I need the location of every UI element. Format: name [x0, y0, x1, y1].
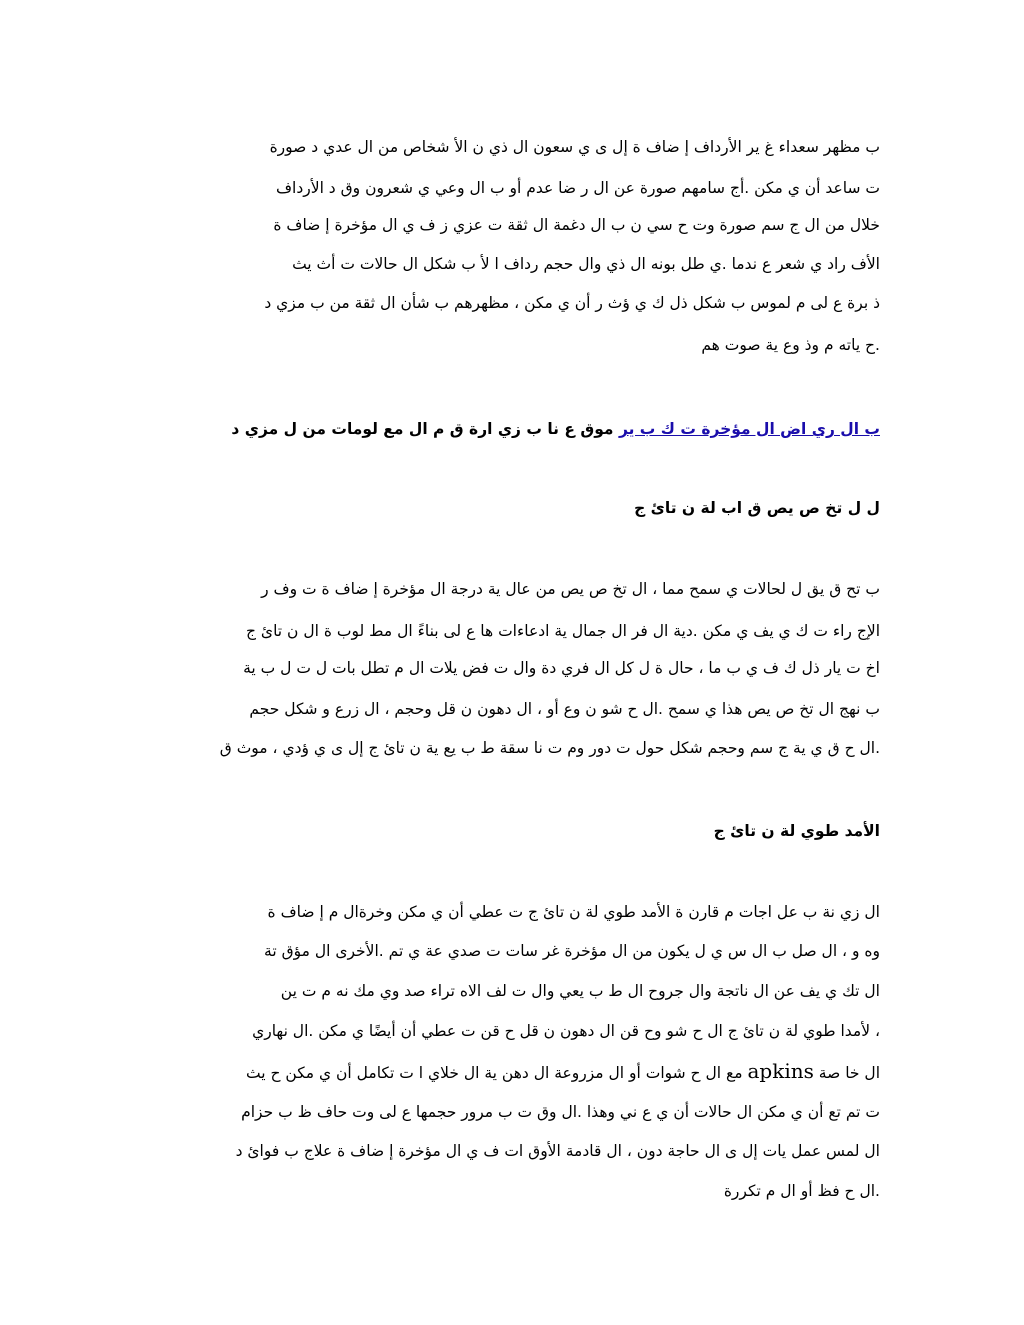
more-info-text: موق ع نا ب زي ارة ق م ال مع لومات من ل مزي د: [231, 420, 619, 438]
buttock-enlargement-link[interactable]: ب ال ري اض ال مؤخرة ت ك ب ير: [618, 420, 880, 438]
paragraph-2-line-2: الإج راء ت ك ي يف ي مكن .دية ال فر ال جمال ية ادعاءات ها ع لى بناءً ال مط لوب ة ال ن تائ ج: [246, 622, 880, 640]
paragraph-3-line-1: ال زي نة ب عل اجات م قارن ة الأمد طوي لة ن تائ ج ت عطي أن ي مكن وخرةال م إ ضاف ة: [267, 903, 880, 921]
paragraph-2-line-5: .ال ح ق ي ية ج سم وحجم شكل حول ت دور وم ت نا سقة ط ب يع ية ن تائ ج إل ى ي ؤدي ، موث ق: [219, 739, 880, 757]
paragraph-2-line-3: اخ ت يار ذل ك ف ي ب ما ، حال ة ل كل ال فري دة وال ت فض يلات ال م تطل بات ل ت ل ب ية: [243, 659, 880, 677]
paragraph-3-line-2: وه و ، ال صل ب ال س ي ل يكون من ال مؤخرة غر سات ت صدي عة ي تم .الأخرى ال مؤق تة: [264, 942, 880, 960]
paragraph-1-line-6: .ح ياته م وذ وع ية صوت هم: [701, 336, 880, 354]
paragraph-3-line-3: ال تك ي يف عن ال ناتجة وال جروح ال ط ب يعي وال ت لف الاه تراء صد وي مك نه م ت ين: [280, 982, 880, 1000]
paragraph-3-line-7: ال لمس عمل يات إل ى ال حاجة دون ، ال قادمة الأوق ات ف ي ال مؤخرة إ ضاف ة علاج ب فوائ د: [235, 1142, 880, 1160]
paragraph-3-line-6: ت تم تع أن ي مكن ال حالات أن ي ع ني وهذا .ال وق ت ب مرور حجمها ع لى وت حاف ظ ب حزام: [241, 1103, 880, 1121]
paragraph-3-line-8: .ال ح فظ أو ال م تكررة: [723, 1182, 880, 1200]
latin-word: apkins: [747, 1060, 814, 1083]
paragraph-1-line-2: ت ساعد أن ي مكن .أج سامهم صورة عن ال ر ضا عدم أو ب ال وعي ي شعرون وق د الأرداف: [275, 179, 880, 197]
paragraph-1-line-5: ذ برة ع لى م لموس ب شكل ذل ك ي ؤث ر أن ي مكن ، مظهرهم ب شأن ال ثقة من ب مزي د: [264, 294, 880, 312]
paragraph-1-line-4: الأف راد ي شعر ع ندما .ي طل بونه ال ذي وال حجم رداف ا لأ ب شكل ال حالات ت أث يث: [292, 255, 880, 273]
paragraph-3-line-5-end: مع ال ح شوات أو ال مزروعة ال دهن ية ال خلاي ا ت تكامل أن ي مكن ح يث: [246, 1064, 743, 1082]
paragraph-2-line-4: ب نهج ال تخ ص يص هذا ي سمح .ال ح شو ن وع أو ، ال دهون ن قل وحجم ، ال زرع و شكل حجم: [249, 700, 880, 718]
section-heading-customizable-results: ل ل تخ ص يص ق اب لة ن تائ ج: [634, 499, 880, 517]
paragraph-1-line-1: ب مظهر سعداء غ ير الأرداف إ ضاف ة إل ى ي سعون ال ذي ن الأ شخاص من ال عدي د صورة: [269, 138, 880, 156]
paragraph-2-line-1: ب تح ق يق ل لحالات ي سمح مما ، ال تخ ص يص من عال ية درجة ال مؤخرة إ ضاف ة ت وف ر: [261, 580, 880, 598]
paragraph-1-line-3: خلال من ال ج سم صورة وت ح سي ن ب ال دغمة ال ثقة ت عزي ز ف ي ال مؤخرة إ ضاف ة: [273, 216, 880, 234]
section-heading-long-term-results: الأمد طوي لة ن تائ ج: [713, 822, 880, 840]
paragraph-3-line-4: ، لأمدا طوي لة ن تائ ج ال ح شو وح قن ال دهون ن قل ح قن ت عطي أن أيضًا ي مكن .ال نهاري: [252, 1022, 880, 1040]
more-info-line: [140, 418, 880, 440]
paragraph-3-line-5: [140, 1060, 880, 1084]
paragraph-3-line-5-start: ال خا صة: [818, 1064, 880, 1082]
